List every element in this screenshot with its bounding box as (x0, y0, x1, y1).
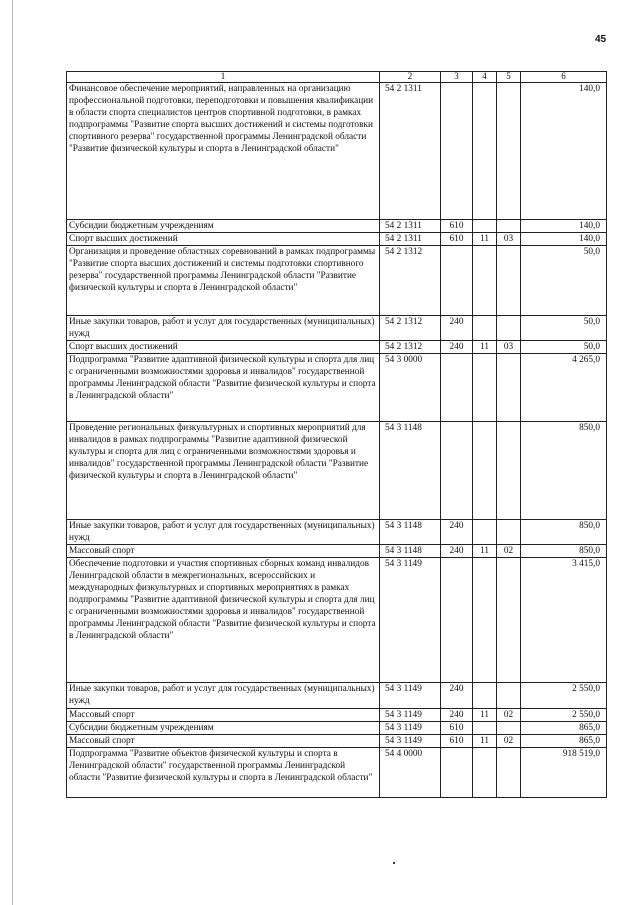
row-name-cell: Спорт высших достижений (67, 341, 380, 354)
row-code-cell: 54 2 1312 (380, 341, 441, 354)
row-type-cell: 240 (441, 520, 473, 545)
row-amount-cell: 140,0 (521, 83, 607, 220)
row-name-cell: Массовый спорт (67, 735, 380, 748)
page-edge-line (12, 0, 13, 905)
row-amount-cell: 865,0 (521, 735, 607, 748)
row-subsection-cell (497, 748, 521, 798)
row-amount-cell: 140,0 (521, 220, 607, 233)
row-type-cell: 610 (441, 722, 473, 735)
row-name-cell: Проведение региональных физкультурных и спортивных мероприятий для инвалидов в рамках подпрограммы "Развитие адаптивной физической культуры и спорта для лиц с ограниченными возможностями здоровья и инвалидов" государственной программы Ленинградской области "Развитие физической культуры и спорта в Ленинградской области" (67, 422, 380, 520)
row-code-cell: 54 3 1149 (380, 558, 441, 683)
row-section-cell (473, 558, 497, 683)
table-header-row (67, 72, 607, 83)
row-subsection-cell: 02 (497, 709, 521, 722)
row-name-cell: Массовый спорт (67, 709, 380, 722)
row-code-cell: 54 3 1149 (380, 709, 441, 722)
table-row (67, 316, 607, 341)
row-name-cell: Подпрограмма "Развитие адаптивной физической культуры и спорта для лиц с ограниченными возможностями здоровья и инвалидов" государственной программы Ленинградской области "Развитие физической культуры и спорта в Ленинградской области" (67, 354, 380, 422)
header-cell: 1 (67, 72, 380, 83)
row-code-cell: 54 3 1149 (380, 722, 441, 735)
row-amount-cell: 2 550,0 (521, 683, 607, 709)
row-section-cell (473, 220, 497, 233)
row-section-cell (473, 83, 497, 220)
row-type-cell (441, 246, 473, 316)
row-type-cell (441, 83, 473, 220)
row-name-cell: Обеспечение подготовки и участия спортивных сборных команд инвалидов Ленинградской области в межрегиональных, всероссийских и международных физкультурных и спортивных мероприятиях в рамках подпрограммы "Развитие адаптивной физической культуры и спорта для лиц с ограниченными возможностями здоровья и инвалидов" государственной программы Ленинградской области "Развитие физической культуры и спорта в Ленинградской области" (67, 558, 380, 683)
row-type-cell: 240 (441, 545, 473, 558)
row-section-cell (473, 316, 497, 341)
row-type-cell (441, 422, 473, 520)
row-amount-cell: 140,0 (521, 233, 607, 246)
row-subsection-cell (497, 520, 521, 545)
row-code-cell: 54 3 1149 (380, 683, 441, 709)
row-code-cell: 54 3 1148 (380, 422, 441, 520)
row-type-cell (441, 558, 473, 683)
table-row (67, 354, 607, 422)
row-amount-cell: 4 265,0 (521, 354, 607, 422)
row-name-cell: Иные закупки товаров, работ и услуг для государственных (муниципальных) нужд (67, 683, 380, 709)
row-type-cell: 610 (441, 735, 473, 748)
row-type-cell: 240 (441, 709, 473, 722)
row-type-cell (441, 748, 473, 798)
row-type-cell: 240 (441, 316, 473, 341)
row-subsection-cell (497, 683, 521, 709)
table-row (67, 722, 607, 735)
row-name-cell: Иные закупки товаров, работ и услуг для государственных (муниципальных) нужд (67, 520, 380, 545)
row-code-cell: 54 2 1312 (380, 316, 441, 341)
row-code-cell: 54 4 0000 (380, 748, 441, 798)
table-row (67, 220, 607, 233)
row-code-cell: 54 2 1311 (380, 83, 441, 220)
row-amount-cell: 50,0 (521, 316, 607, 341)
row-type-cell: 610 (441, 233, 473, 246)
row-section-cell (473, 354, 497, 422)
row-type-cell: 610 (441, 220, 473, 233)
row-amount-cell: 850,0 (521, 520, 607, 545)
header-cell: 6 (521, 72, 607, 83)
row-name-cell: Субсидии бюджетным учреждениям (67, 722, 380, 735)
stray-mark (393, 862, 395, 864)
page-number: 45 (595, 34, 607, 45)
table-row (67, 545, 607, 558)
row-section-cell (473, 722, 497, 735)
row-section-cell: 11 (473, 735, 497, 748)
row-name-cell: Массовый спорт (67, 545, 380, 558)
row-amount-cell: 2 550,0 (521, 709, 607, 722)
row-name-cell: Финансовое обеспечение мероприятий, направленных на организацию профессиональной подготовки, переподготовки и повышения квалификации в области спорта специалистов центров спортивной подготовки, в рамках подпрограммы "Развитие спорта высших достижений и системы подготовки спортивного резерва" государственной программы Ленинградской области "Развитие физической культуры и спорта в Ленинградской области" (67, 83, 380, 220)
table-row (67, 233, 607, 246)
row-section-cell: 11 (473, 709, 497, 722)
row-name-cell: Подпрограмма "Развитие объектов физической культуры и спорта в Ленинградской области" государственной программы Ленинградской области "Развитие физической культуры и спорта в Ленинградской области" (67, 748, 380, 798)
row-code-cell: 54 3 1149 (380, 735, 441, 748)
table-row (67, 748, 607, 798)
row-section-cell: 11 (473, 341, 497, 354)
row-code-cell: 54 2 1311 (380, 233, 441, 246)
row-amount-cell: 50,0 (521, 246, 607, 316)
row-subsection-cell (497, 83, 521, 220)
row-code-cell: 54 3 0000 (380, 354, 441, 422)
row-code-cell: 54 3 1148 (380, 545, 441, 558)
table-row (67, 735, 607, 748)
row-name-cell: Субсидии бюджетным учреждениям (67, 220, 380, 233)
row-amount-cell: 3 415,0 (521, 558, 607, 683)
table-row (67, 83, 607, 220)
budget-table (66, 71, 607, 798)
table-row (67, 683, 607, 709)
table-row (67, 341, 607, 354)
row-type-cell: 240 (441, 341, 473, 354)
row-code-cell: 54 2 1311 (380, 220, 441, 233)
table-row (67, 246, 607, 316)
row-subsection-cell (497, 558, 521, 683)
header-cell: 3 (441, 72, 473, 83)
row-name-cell: Организация и проведение областных соревнований в рамках подпрограммы "Развитие спорта высших достижений и системы подготовки спортивного резерва" государственной программы Ленинградской области "Развитие физической культуры и спорта в Ленинградской области" (67, 246, 380, 316)
row-subsection-cell: 03 (497, 233, 521, 246)
row-subsection-cell (497, 722, 521, 735)
row-section-cell (473, 422, 497, 520)
table-row (67, 520, 607, 545)
table-row (67, 709, 607, 722)
table-row (67, 558, 607, 683)
header-cell: 5 (497, 72, 521, 83)
row-amount-cell: 850,0 (521, 422, 607, 520)
row-subsection-cell: 02 (497, 545, 521, 558)
row-section-cell (473, 683, 497, 709)
row-amount-cell: 865,0 (521, 722, 607, 735)
row-amount-cell: 50,0 (521, 341, 607, 354)
row-section-cell: 11 (473, 233, 497, 246)
row-section-cell (473, 246, 497, 316)
row-code-cell: 54 2 1312 (380, 246, 441, 316)
row-subsection-cell (497, 422, 521, 520)
row-section-cell (473, 748, 497, 798)
row-type-cell: 240 (441, 683, 473, 709)
row-code-cell: 54 3 1148 (380, 520, 441, 545)
row-section-cell: 11 (473, 545, 497, 558)
row-subsection-cell: 02 (497, 735, 521, 748)
row-subsection-cell (497, 246, 521, 316)
row-subsection-cell (497, 316, 521, 341)
row-subsection-cell: 03 (497, 341, 521, 354)
row-amount-cell: 918 519,0 (521, 748, 607, 798)
table-row (67, 422, 607, 520)
header-cell: 4 (473, 72, 497, 83)
row-amount-cell: 850,0 (521, 545, 607, 558)
row-name-cell: Иные закупки товаров, работ и услуг для государственных (муниципальных) нужд (67, 316, 380, 341)
row-name-cell: Спорт высших достижений (67, 233, 380, 246)
row-section-cell (473, 520, 497, 545)
header-cell: 2 (380, 72, 441, 83)
row-subsection-cell (497, 354, 521, 422)
row-type-cell (441, 354, 473, 422)
row-subsection-cell (497, 220, 521, 233)
